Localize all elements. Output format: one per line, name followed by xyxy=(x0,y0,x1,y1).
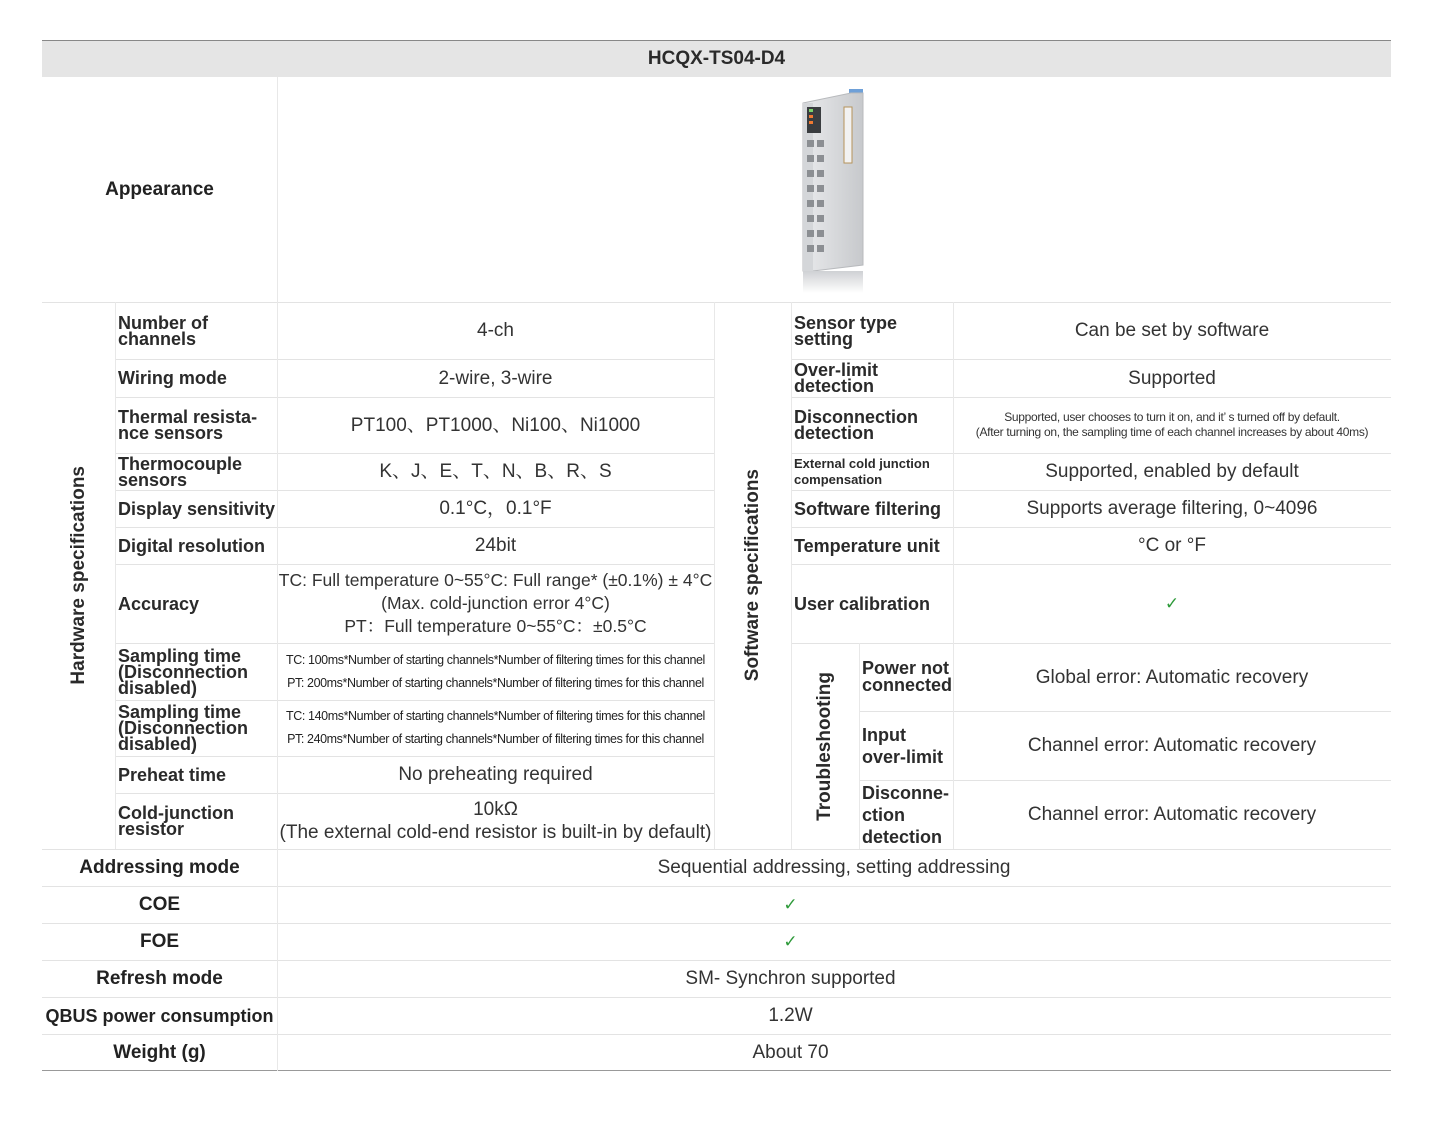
row-divider xyxy=(115,453,714,454)
hw-value-line: (Max. cold-junction error 4°C) xyxy=(381,593,610,613)
hw-value-sampling-2 xyxy=(277,700,714,756)
io-module-illustration xyxy=(789,85,879,295)
hw-label: Sampling time (Disconnection disabled) xyxy=(118,645,249,698)
bottom-label: Refresh mode xyxy=(96,967,223,989)
row-divider xyxy=(115,490,714,491)
bottom-label: FOE xyxy=(139,930,180,952)
row-divider xyxy=(42,886,1391,887)
hw-value-line: TC: 100ms*Number of starting channels*Number of filtering times for this channel xyxy=(286,652,705,667)
row-divider xyxy=(42,997,1391,998)
hw-value-sampling-1 xyxy=(277,643,714,700)
hw-value-line: PT: 200ms*Number of starting channels*Number of filtering times for this channel xyxy=(287,675,704,690)
sw-value: Supported, enabled by default xyxy=(1045,461,1299,482)
table-bottom-border xyxy=(42,1070,1391,1071)
hw-value-line: TC: Full temperature 0~55°C: Full range* (±0.1%) ± 4°C xyxy=(278,570,713,590)
hardware-group-label xyxy=(42,302,115,849)
sw-label: Software filtering xyxy=(794,498,942,519)
software-group-text: Software specifications xyxy=(741,469,763,682)
row-divider xyxy=(791,490,1391,491)
row-divider xyxy=(42,302,1391,303)
troubleshooting-group-label xyxy=(791,643,859,849)
sw-label: Temperature unit xyxy=(794,535,940,556)
bottom-label: Weight (g) xyxy=(113,1041,206,1063)
hw-value: 24bit xyxy=(474,535,517,556)
ts-value: Channel error: Automatic recovery xyxy=(1027,804,1317,825)
hw-value: K、J、E、T、N、B、R、S xyxy=(379,461,612,482)
row-divider xyxy=(42,923,1391,924)
column-divider xyxy=(714,302,715,849)
row-divider xyxy=(115,756,714,757)
hw-value: No preheating required xyxy=(398,764,593,785)
sw-value-disconnection xyxy=(953,397,1391,453)
hw-label: Sampling time (Disconnection disabled) xyxy=(118,702,249,754)
ts-label: Input over-limit xyxy=(862,724,944,767)
hw-value: 2-wire, 3-wire xyxy=(438,367,553,389)
sw-label: External cold junction compensation xyxy=(794,455,930,487)
column-divider xyxy=(791,302,792,849)
row-divider xyxy=(115,793,714,794)
row-divider xyxy=(115,359,714,360)
row-divider xyxy=(42,1034,1391,1035)
bottom-value: Sequential addressing, setting addressing xyxy=(657,857,1011,878)
product-image xyxy=(277,77,1391,302)
column-divider xyxy=(859,643,860,849)
hw-label: Wiring mode xyxy=(118,368,227,388)
bottom-value: 1.2W xyxy=(768,1005,813,1026)
hw-value-line: PT：Full temperature 0~55°C：±0.5°C xyxy=(344,616,647,636)
hw-label: Thermal resista-nce sensors xyxy=(118,407,258,443)
row-divider xyxy=(791,643,1391,644)
troubleshooting-group-text: Troubleshooting xyxy=(814,671,835,821)
hw-value-line: 10kΩ xyxy=(473,799,518,820)
bottom-label: COE xyxy=(138,893,181,915)
hw-value-accuracy xyxy=(277,564,714,643)
bottom-value: SM- Synchron supported xyxy=(685,968,896,989)
hw-label: Display sensitivity xyxy=(118,498,276,519)
sw-value: Can be set by software xyxy=(1074,320,1270,341)
sw-label: Over-limit detection xyxy=(794,360,879,396)
ts-value: Channel error: Automatic recovery xyxy=(1027,735,1317,756)
sw-value: °C or °F xyxy=(1138,535,1206,556)
row-divider xyxy=(115,564,714,565)
row-divider xyxy=(859,780,1391,781)
bottom-value: About 70 xyxy=(752,1042,829,1063)
row-divider xyxy=(791,453,1391,454)
row-divider xyxy=(859,711,1391,712)
table-title: HCQX-TS04-D4 xyxy=(42,40,1391,77)
bottom-label: Addressing mode xyxy=(79,856,240,878)
check-icon: ✓ xyxy=(1164,593,1180,613)
row-divider xyxy=(115,397,714,398)
hw-label: Preheat time xyxy=(118,764,227,785)
hw-value-line: (The external cold-end resistor is built-in by default) xyxy=(279,822,712,843)
hw-value-cold-junction xyxy=(277,793,714,849)
row-divider xyxy=(115,700,714,701)
sw-label: User calibration xyxy=(794,593,931,614)
hw-label: Cold-junction resistor xyxy=(118,803,234,839)
sw-value-line: Supported, user chooses to turn it on, and it’ s turned off by default. xyxy=(1004,410,1340,424)
ts-label: Disconne-ction detection xyxy=(862,782,950,847)
row-divider xyxy=(791,397,1391,398)
hardware-group-text: Hardware specifications xyxy=(67,466,89,685)
column-divider xyxy=(953,302,954,849)
sw-value: Supports average filtering, 0~4096 xyxy=(1026,498,1318,519)
row-divider xyxy=(42,960,1391,961)
sw-value-line: (After turning on, the sampling time of each channel increases by about 40ms) xyxy=(975,425,1369,439)
column-divider xyxy=(277,77,278,1071)
sw-label: Disconnection detection xyxy=(794,407,919,443)
hw-label: Digital resolution xyxy=(118,535,266,556)
ts-label: Power not connected xyxy=(862,658,953,695)
row-divider xyxy=(42,849,1391,850)
hw-value: PT100、PT1000、Ni100、Ni1000 xyxy=(350,414,641,436)
software-group-label xyxy=(714,302,791,849)
row-divider xyxy=(115,643,714,644)
column-divider xyxy=(115,302,116,849)
row-divider xyxy=(791,564,1391,565)
sw-label: Sensor type setting xyxy=(794,312,898,349)
hw-value: 0.1°C，0.1°F xyxy=(439,498,552,519)
check-icon: ✓ xyxy=(783,931,798,951)
hw-label: Number of channels xyxy=(118,312,208,349)
bottom-label: QBUS power consumption xyxy=(45,1005,274,1026)
hw-value: 4-ch xyxy=(477,320,514,341)
hw-label: Accuracy xyxy=(118,593,200,614)
appearance-label: Appearance xyxy=(105,178,214,200)
ts-value: Global error: Automatic recovery xyxy=(1035,666,1309,688)
check-icon: ✓ xyxy=(783,894,798,914)
hw-value-line: TC: 140ms*Number of starting channels*Number of filtering times for this channel xyxy=(286,709,705,723)
row-divider xyxy=(791,527,1391,528)
row-divider xyxy=(791,359,1391,360)
hw-label: Thermocouple sensors xyxy=(118,453,243,490)
spec-table xyxy=(42,40,1391,1071)
sw-value: Supported xyxy=(1128,367,1216,389)
hw-value-line: PT: 240ms*Number of starting channels*Number of filtering times for this channel xyxy=(287,732,704,746)
row-divider xyxy=(115,527,714,528)
